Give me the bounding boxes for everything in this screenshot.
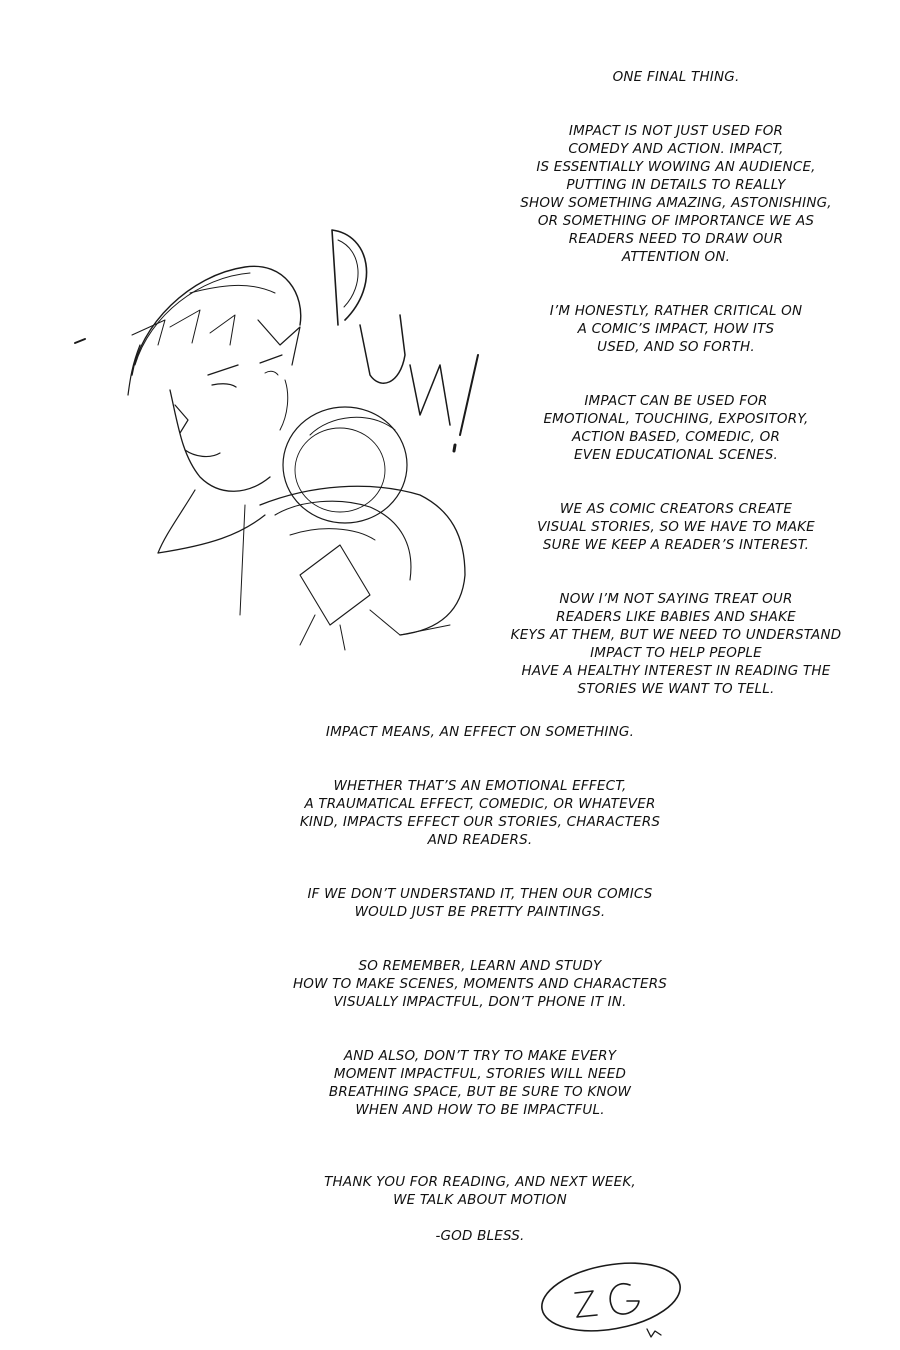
paragraph-uses [500,392,852,464]
text-line: WE AS COMIC CREATORS CREATE [559,501,793,517]
text-line: WOULD JUST BE PRETTY PAINTINGS. [354,904,606,920]
text-line: SO REMEMBER, LEARN AND STUDY [358,958,602,974]
text-line: SURE WE KEEP A READER’S INTEREST. [542,537,810,553]
text-line: WHEN AND HOW TO BE IMPACTFUL. [355,1102,605,1118]
paragraph-breathing-space [270,1047,690,1119]
text-line: ATTENTION ON. [621,249,731,265]
text-line: OR SOMETHING OF IMPORTANCE WE AS [537,213,815,229]
text-line: A TRAUMATICAL EFFECT, COMEDIC, OR WHATEVER [304,796,656,812]
text-line: MOMENT IMPACTFUL, STORIES WILL NEED [333,1066,627,1082]
text-line: IMPACT MEANS, AN EFFECT ON SOMETHING. [325,724,635,740]
text-line: KEYS AT THEM, BUT WE NEED TO UNDERSTAND [510,627,842,643]
text-line: READERS LIKE BABIES AND SHAKE [556,609,796,625]
paragraph-babies [500,590,852,698]
text-line: KIND, IMPACTS EFFECT OUR STORIES, CHARACTERS [299,814,661,830]
text-line: VISUALLY IMPACTFUL, DON’T PHONE IT IN. [333,994,627,1010]
text-line: USED, AND SO FORTH. [597,339,755,355]
text-line: WHETHER THAT’S AN EMOTIONAL EFFECT, [333,778,627,794]
text-line: EMOTIONAL, TOUCHING, EXPOSITORY, [543,411,809,427]
text-line: HOW TO MAKE SCENES, MOMENTS AND CHARACTERS [292,976,668,992]
paragraph-visual-stories [500,500,852,554]
paragraph-impact-definition [500,122,852,266]
author-signature [535,1255,695,1345]
paragraph-critical [500,302,852,356]
text-line: IF WE DON’T UNDERSTAND IT, THEN OUR COMICS [307,886,653,902]
text-line: HAVE A HEALTHY INTEREST IN READING THE [521,663,831,679]
text-line: A COMIC’S IMPACT, HOW ITS [577,321,775,337]
paragraph-thank-you [270,1173,690,1209]
text-line: AND READERS. [427,832,533,848]
paragraph-remember [270,957,690,1011]
text-line: IMPACT IS NOT JUST USED FOR [568,123,784,139]
text-line: STORIES WE WANT TO TELL. [577,681,775,697]
text-line: NOW I’M NOT SAYING TREAT OUR [559,591,793,607]
text-line: -GOD BLESS. [435,1228,525,1244]
paragraph-effects [270,777,690,849]
paragraph-one-final-thing [500,68,852,86]
paragraph-impact-means [270,723,690,741]
text-line: COMEDY AND ACTION. IMPACT, [568,141,784,157]
text-line: IMPACT CAN BE USED FOR [584,393,768,409]
text-line: IMPACT TO HELP PEOPLE [590,645,762,661]
text-line: EVEN EDUCATIONAL SCENES. [574,447,778,463]
text-line: ONE FINAL THING. [612,69,740,85]
text-line: THANK YOU FOR READING, AND NEXT WEEK, [324,1174,636,1190]
text-line: VISUAL STORIES, SO WE HAVE TO MAKE [537,519,815,535]
text-line: IS ESSENTIALLY WOWING AN AUDIENCE, [536,159,816,175]
paragraph-paintings [270,885,690,921]
text-line: WE TALK ABOUT MOTION [393,1192,567,1208]
text-line: SHOW SOMETHING AMAZING, ASTONISHING, [520,195,832,211]
paragraph-god-bless [270,1227,690,1245]
text-line: PUTTING IN DETAILS TO REALLY [566,177,786,193]
text-line: READERS NEED TO DRAW OUR [568,231,784,247]
text-line: BREATHING SPACE, BUT BE SURE TO KNOW [328,1084,632,1100]
text-line: I’M HONESTLY, RATHER CRITICAL ON [549,303,803,319]
text-line: ACTION BASED, COMEDIC, OR [571,429,781,445]
character-sketch-illustration [70,215,510,655]
text-line: AND ALSO, DON’T TRY TO MAKE EVERY [343,1048,617,1064]
